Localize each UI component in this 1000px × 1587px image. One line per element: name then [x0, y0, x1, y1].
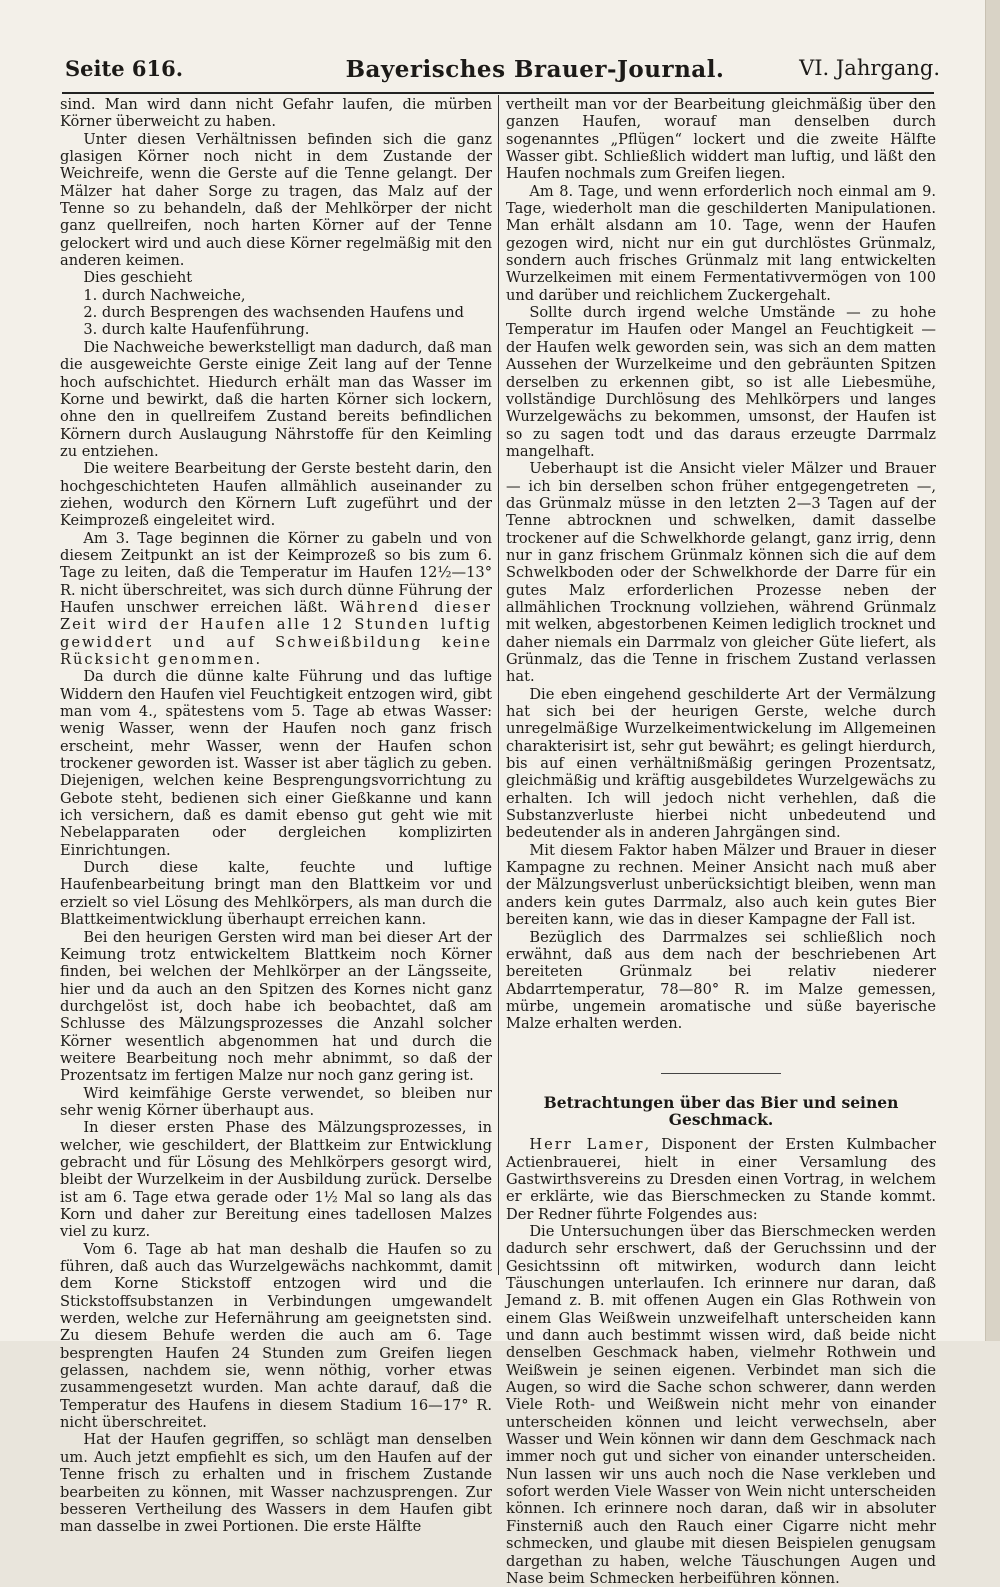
paragraph: sind. Man wird dann nicht Gefahr laufen, die mürben Körner überweicht zu haben. [60, 96, 492, 131]
paragraph: Bezüglich des Darrmalzes sei schließlich noch erwähnt, daß aus dem nach der beschriebenen Art bereiteten Grünmalz bei relativ niederer Abdarrtemperatur, 78—80° R. im Malze gemessen, mürbe, ungemein aromatische und süße bayerische Malze erhalten werden. [506, 928, 936, 1033]
paragraph: Bei den heurigen Gersten wird man bei dieser Art der Keimung trotz entwickeltem Blattkeim noch Körner finden, bei welchen der Mehlkörper an der Längsseite, hier und da auch an den Spitzen des Kornes nicht ganz durchgelöst ist, doch habe ich beobachtet, daß am Schlusse des Mälzungsprozesses die Anzahl solcher Körner wesentlich abgenommen hat und durch die weitere Bearbeitung noch mehr abnimmt, so daß der Prozentsatz im fertigen Malze nur noch ganz gering ist. [60, 928, 492, 1085]
page-number: Seite 616. [65, 56, 184, 81]
paragraph: Dies geschieht [83, 269, 193, 287]
paragraph: Vom 6. Tage ab hat man deshalb die Haufen so zu führen, daß auch das Wurzelgewächs nachkommt, damit dem Korne Stickstoff entzogen wird und die Stickstoffsubstanzen in Verbindungen umgewandelt werden, welche zur Hefernährung am geeignetsten sind. Zu diesem Behufe werden die auch am 6. Tage besprengten Haufen 24 Stunden zum Greifen liegen gelassen, nachdem sie, wenn nöthig, vorher etwas zusammengesetzt wurden. Man achte darauf, daß die Temperatur des Haufens in diesem Stadium 16—17° R. nicht überschreitet. [60, 1240, 492, 1432]
article-title: Betrachtungen über das Bier und seinen Geschmack. [543, 1092, 899, 1129]
paragraph: Durch diese kalte, feuchte und luftige Haufenbearbeitung bringt man den Blattkeim vor und erzielt so viel Lösung des Mehlkörpers, als man durch die Blattkeimentwicklung überhaupt erreichen kann. [60, 859, 492, 929]
paragraph: Mit diesem Faktor haben Mälzer und Brauer in dieser Kampagne zu rechnen. Meiner Ansicht nach muß aber der Mälzungsverlust unberücksichtigt bleiben, wenn man anders kein gutes Darrmalz, also auch kein gutes Bier bereiten kann, wie das in dieser Kampagne der Fall ist. [506, 841, 936, 929]
paragraph: Die weitere Bearbeitung der Gerste besteht darin, den hochgeschichteten Haufen allmählich auseinander zu ziehen, wodurch den Körnern Luft zugeführt und der Keimprozeß eingeleitet wird. [60, 460, 492, 530]
left-column [60, 96, 493, 1536]
right-column [506, 96, 937, 1587]
paragraph [60, 530, 492, 669]
paragraph: Am 8. Tage, und wenn erforderlich noch einmal am 9. Tage, wiederholt man die geschilderten Manipulationen. Man erhält alsdann am 10. Tage, wenn der Haufen gezogen wird, nicht nur ein gut durchlöstes Grünmalz, sondern auch frisches Grünmalz mit lang entwickelten Wurzelkeimen mit einem Fermentativvermögen von 100 und darüber und reichlichem Zuckergehalt. [506, 182, 936, 304]
paragraph: Die eben eingehend geschilderte Art der Vermälzung hat sich bei der heurigen Gerste, welche durch unregelmäßige Wurzelkeimentwickelung im Allgemeinen charakterisirt ist, sehr gut bewährt; es gelingt hierdurch, bis auf einen verhältnißmäßig geringen Prozentsatz, gleichmäßig und kräftig ausgebildetes Wurzelgewächs zu erhalten. Ich will jedoch nicht verhehlen, daß die Substanzverluste hierbei nicht unbedeutend und bedeutender als in anderen Jahrgängen sind. [506, 685, 936, 842]
list-item: 3. durch kalte Haufenführung. [83, 321, 310, 339]
paragraph: Da durch die dünne kalte Führung und das luftige Widdern den Haufen viel Feuchtigkeit entzogen wird, gibt man vom 4., spätestens vom 5. Tage ab etwas Wasser: wenig Wasser, wenn der Haufen noch ganz frisch erscheint, mehr Wasser, wenn der Haufen schon trockener geworden ist. Wasser ist aber täglich zu geben. Diejenigen, welchen keine Besprengungsvorrichtung zu Gebote steht, bedienen sich einer Gießkanne und kann ich versichern, daß es damit ebenso gut geht wie mit Nebelapparaten oder dergleichen komplizirten Einrichtungen. [60, 668, 492, 859]
paragraph-text: Am 3. Tage beginnen die Körner zu gabeln und von diesem Zeitpunkt an ist der Keimprozeß so bis zum 6. Tage zu leiten, daß die Temperatur im Haufen 12½—13° R. nicht überschreitet, was sich durch dünne Führung der Haufen unschwer erreichen läßt. [60, 529, 492, 616]
paragraph: Unter diesen Verhältnissen befinden sich die ganz glasigen Körner noch nicht in dem Zustande der Weichreife, wenn die Gerste auf die Tenne gelangt. Der Mälzer hat daher Sorge zu tragen, das Malz auf der Tenne so zu behandeln, daß der Mehlkörper der nicht ganz quellreifen, noch harten Körner auf der Tenne gelockert wird und auch diese Körner regelmäßig mit den anderen keimen. [60, 130, 492, 270]
paragraph: vertheilt man vor der Bearbeitung gleichmäßig über den ganzen Haufen, worauf man denselben durch sogenanntes „Pflügen“ lockert und die zweite Hälfte Wasser gibt. Schließlich widdert man luftig, und läßt den Haufen nochmals zum Greifen liegen. [506, 96, 936, 183]
paragraph [506, 1136, 936, 1223]
emphasized-text: Während dieser Zeit wird der Haufen alle 12 Stunden luftig gewiddert und auf Schweißbildung keine Rücksicht genommen. [60, 598, 493, 668]
section-separator [661, 1073, 781, 1074]
paragraph: Die Nachweiche bewerkstelligt man dadurch, daß man die ausgeweichte Gerste einige Zeit lang auf der Tenne hoch aufschichtet. Hiedurch erhält man das Wasser im Korne und bewirkt, daß die harten Körner sich lockern, ohne den in quellreifem Zustand bereits befindlichen Körnern durch Auslaugung Nährstoffe für den Keimling zu entziehen. [60, 338, 492, 460]
speaker-name: Herr Lamer [529, 1136, 645, 1154]
paragraph: In dieser ersten Phase des Mälzungsprozesses, in welcher, wie geschildert, der Blattkeim zur Entwicklung gebracht und für Lösung des Mehlkörpers gesorgt wird, bleibt der Wurzelkeim in der Ausbildung zurück. Derselbe ist am 6. Tage etwa gerade oder 1½ Mal so lang als das Korn und daher zur Bereitung eines tadellosen Malzes viel zu kurz. [60, 1119, 492, 1241]
page-header [55, 52, 940, 92]
paragraph: Hat der Haufen gegriffen, so schlägt man denselben um. Auch jetzt empfiehlt es sich, um den Haufen auf der Tenne frisch zu erhalten und in frischem Zustande bearbeiten zu können, mit Wasser nachzusprengen. Zur besseren Vertheilung des Wassers in dem Haufen gibt man dasselbe in zwei Portionen. Die erste Hälfte [60, 1431, 492, 1536]
paragraph: Wird keimfähige Gerste verwendet, so bleiben nur sehr wenig Körner überhaupt aus. [60, 1084, 492, 1119]
journal-title: Bayerisches Brauer-Journal. [345, 56, 725, 83]
column-divider [498, 95, 499, 1275]
paragraph: Ueberhaupt ist die Ansicht vieler Mälzer und Brauer — ich bin derselben schon früher entgegengetreten —, das Grünmalz müsse in den letzten 2—3 Tagen auf der Tenne abtrocknen und schwelken, damit dasselbe trockener auf die Schwelkhorde gelangt, ganz irrig, denn nur in ganz frischem Grünmalz können sich die auf dem Schwelkboden oder der Schwelkhorde der Darre für ein gutes Malz erforderlichen Prozesse neben der allmählichen Trocknung vollziehen, während Grünmalz mit welken, abgestorbenen Keimen lediglich trocknet und daher niemals ein Darrmalz von gleicher Güte liefert, als Grünmalz, das die Tenne in frischem Zustand verlassen hat. [506, 460, 937, 686]
paragraph: Sollte durch irgend welche Umstände — zu hohe Temperatur im Haufen oder Mangel an Feuchtigkeit — der Haufen welk geworden sein, was sich an dem matten Aussehen der Wurzelkeime und den gebräunten Spitzen derselben zu erkennen gibt, so ist alle Liebesmühe, vollständige Durchlösung des Mehlkörpers und langes Wurzelgewächs zu bekommen, umsonst, der Haufen ist so zu sagen todt und das daraus erzeugte Darrmalz mangelhaft. [506, 304, 936, 460]
header-rule [62, 92, 934, 94]
page-edge [985, 0, 1000, 1341]
list-item: 1. durch Nachweiche, [83, 286, 246, 304]
paragraph-text: , Disponent der Ersten Kulmbacher Actienbrauerei, hielt in einer Versamlung des Gastwirthsvereins zu Dresden einen Vortrag, in welchem er erklärte, wie das Bierschmecken zu Stande kommt. Der Redner führte Folgendes aus: [506, 1136, 936, 1223]
paragraph: Die Untersuchungen über das Bierschmecken werden dadurch sehr erschwert, daß der Geruchssinn und der Gesichtssinn oft mitwirken, wodurch dann leicht Täuschungen unterlaufen. Ich erinnere nur daran, daß Jemand z. B. mit offenen Augen ein Glas Rothwein von einem Glas Weißwein unzweifelhaft unterscheiden kann und dann auch bestimmt wissen wird, daß beide nicht denselben Geschmack haben, vielmehr Rothwein und Weißwein je seinen eigenen. Verbindet man sich die Augen, so wird die Sache schon schwerer, dann werden Viele Roth- und Weißwein nicht mehr von einander unterscheiden können und leicht verwechseln, aber Wasser und Wein können wir dann dem Geschmack nach immer noch gut und sicher von einander unterscheiden. Nun lassen wir uns auch noch die Nase verkleben und sofort werden Viele Wasser von Wein nicht unterscheiden können. Ich erinnere noch daran, daß wir in absoluter Finsterniß auch den Rauch einer Cigarre nicht mehr schmecken, und glaube mit diesen Beispielen genugsam dargethan zu haben, welche Täuschungen Augen und Nase beim Schmecken herbeiführen können. [506, 1222, 936, 1587]
volume-label: VI. Jahrgang. [799, 56, 940, 80]
list-item: 2. durch Besprengen des wachsenden Haufens und [83, 304, 465, 322]
